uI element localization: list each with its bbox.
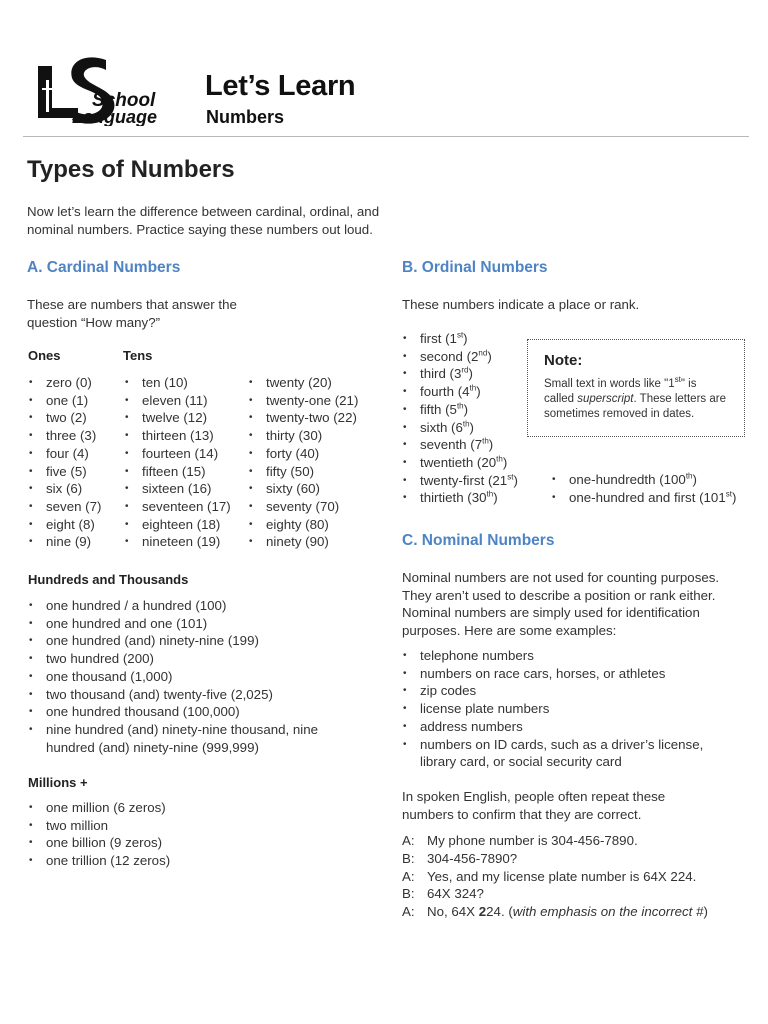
dialog-line (402, 832, 742, 850)
list-item: • seven (7) (28, 498, 101, 516)
list-item: • one thousand (1,000) (28, 668, 328, 686)
nominal-heading: C. Nominal Numbers (402, 532, 555, 549)
ordinal-heading: B. Ordinal Numbers (402, 259, 548, 276)
list-item: • one trillion (12 zeros) (28, 852, 170, 870)
list-item: • ten (10) (124, 374, 231, 392)
list-item: • sixty (60) (248, 480, 358, 498)
list-item: • one hundred thousand (100,000) (28, 703, 328, 721)
list-item: • eighteen (18) (124, 516, 231, 534)
spoken-paragraph: In spoken English, people often repeat these numbers to confirm that they are correct. (402, 789, 666, 822)
nominal-description: Nominal numbers are not used for counting purposes. They aren’t used to describe a position or rank either. Nominal numbers are simply used for identification purposes. Here are some examples: (402, 570, 720, 638)
list-item: • five (5) (28, 463, 101, 481)
list-item: • one hundred and one (101) (28, 615, 328, 633)
list-item: • thirteen (13) (124, 427, 231, 445)
dialog-speaker: B: (402, 886, 415, 902)
header-title: Let’s Learn (205, 70, 356, 102)
list-item: • one million (6 zeros) (28, 799, 170, 817)
list-item: • numbers on race cars, horses, or athletes (402, 665, 742, 683)
dialog-line (402, 868, 742, 886)
list-item: • seventeen (17) (124, 498, 231, 516)
dialog-line (402, 885, 742, 903)
note-text: Small text in words like "1st" is called superscript. These letters are sometimes removed in dates. (544, 375, 726, 420)
list-item: • thirtieth (30th) (402, 489, 518, 507)
list-item: • zero (0) (28, 374, 101, 392)
dialog-text: 304-456-7890? (427, 850, 518, 866)
list-item: • two million (28, 817, 170, 835)
list-item: • sixteen (16) (124, 480, 231, 498)
list-item: • ninety (90) (248, 533, 358, 551)
dialog-speaker: B: (402, 850, 415, 866)
list-item: • twelve (12) (124, 409, 231, 427)
list-item: • thirty (30) (248, 427, 358, 445)
ordinal-description: These numbers indicate a place or rank. (402, 297, 640, 312)
list-item: • twenty (20) (248, 374, 358, 392)
list-item: • license plate numbers (402, 700, 742, 718)
dialog-text: My phone number is 304-456-7890. (427, 833, 638, 848)
tens-list (248, 374, 358, 551)
list-item: • one-hundred and first (101st) (551, 489, 736, 507)
note-heading: Note: (544, 352, 583, 369)
cardinal-description: These are numbers that answer the question “How many?” (27, 297, 237, 330)
list-item: • one (1) (28, 392, 101, 410)
dialog-text: Yes, and my license plate number is 64X 224. (427, 868, 697, 884)
cardinal-heading: A. Cardinal Numbers (27, 259, 181, 276)
list-item: • twenty-two (22) (248, 409, 358, 427)
list-item: • twenty-one (21) (248, 392, 358, 410)
list-item: • eight (8) (28, 516, 101, 534)
list-item: • second (2nd) (402, 348, 518, 366)
list-item: • fourth (4th) (402, 383, 518, 401)
list-item: • third (3rd) (402, 365, 518, 383)
list-item: • two (2) (28, 409, 101, 427)
dialog-text: No, 64X 224. (with emphasis on the incorrect #) (427, 904, 708, 920)
list-item: • one hundred (and) ninety-nine (199) (28, 632, 328, 650)
hundreds-list (28, 597, 328, 756)
dialog-line (402, 850, 742, 868)
dialog-speaker: A: (402, 868, 415, 884)
list-item: • seventh (7th) (402, 436, 518, 454)
list-item: • six (6) (28, 480, 101, 498)
list-item: • two thousand (and) twenty-five (2,025) (28, 686, 328, 704)
dialog-speaker: A: (402, 904, 415, 920)
logo-school-text: School (92, 90, 156, 111)
dialog-line (402, 903, 742, 921)
header-divider (23, 136, 749, 137)
ordinal-list (402, 330, 518, 507)
list-item: • one hundred / a hundred (100) (28, 597, 328, 615)
list-item: • fifteen (15) (124, 463, 231, 481)
list-item: • telephone numbers (402, 647, 742, 665)
nominal-examples (402, 647, 742, 771)
ones-label: Ones (28, 348, 61, 363)
list-item: • sixth (6th) (402, 419, 518, 437)
millions-list (28, 799, 170, 870)
list-item: • address numbers (402, 718, 742, 736)
teens-list (124, 374, 231, 551)
dialog-speaker: A: (402, 833, 415, 848)
list-item: • four (4) (28, 445, 101, 463)
list-item: • zip codes (402, 682, 742, 700)
ones-list (28, 374, 101, 551)
list-item: • eleven (11) (124, 392, 231, 410)
header-subtitle: Numbers (206, 107, 285, 127)
logo-language-text: Language (72, 107, 158, 126)
dialog (402, 832, 742, 921)
list-item: • one-hundredth (100th) (551, 471, 736, 489)
intro-paragraph: Now let’s learn the difference between cardinal, ordinal, and nominal numbers. Practice saying these numbers out loud. (27, 204, 380, 237)
list-item: • forty (40) (248, 445, 358, 463)
list-item: • numbers on ID cards, such as a driver’s license, library card, or social security card (402, 736, 742, 771)
list-item: • fourteen (14) (124, 445, 231, 463)
list-item: • first (1st) (402, 330, 518, 348)
list-item: • three (3) (28, 427, 101, 445)
dialog-text: 64X 324? (427, 886, 484, 902)
school-logo (32, 50, 178, 126)
note-box (527, 339, 745, 437)
tens-label: Tens (123, 348, 153, 363)
list-item: • nine (9) (28, 533, 101, 551)
ordinal-list-extra (551, 471, 736, 506)
list-item: • fifth (5th) (402, 401, 518, 419)
list-item: • eighty (80) (248, 516, 358, 534)
list-item: • twenty-first (21st) (402, 472, 518, 490)
list-item: • nine hundred (and) ninety-nine thousand, nine hundred (and) ninety-nine (999,999) (28, 721, 328, 756)
list-item: • seventy (70) (248, 498, 358, 516)
millions-label: Millions + (28, 775, 88, 790)
list-item: • one billion (9 zeros) (28, 834, 170, 852)
page-title: Types of Numbers (27, 156, 235, 183)
list-item: • twentieth (20th) (402, 454, 518, 472)
list-item: • fifty (50) (248, 463, 358, 481)
list-item: • nineteen (19) (124, 533, 231, 551)
list-item: • two hundred (200) (28, 650, 328, 668)
hundreds-label: Hundreds and Thousands (28, 572, 189, 587)
